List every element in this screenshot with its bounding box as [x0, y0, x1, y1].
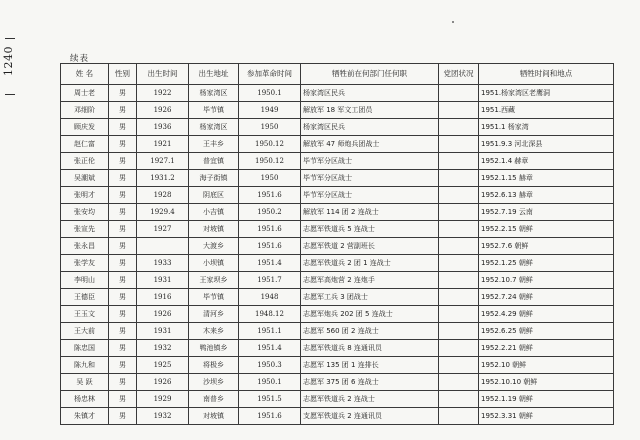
cell-gender: 男: [109, 391, 137, 408]
cell-death-info: 1952.1.19 朝鲜: [479, 391, 614, 408]
cell-party-status: [439, 391, 479, 408]
cell-birthplace: 对坡镇: [189, 221, 239, 238]
cell-gender: 男: [109, 374, 137, 391]
scan-speck: [452, 21, 454, 23]
header-birth-date: 出生时间: [137, 64, 189, 85]
cell-birthplace: 阴底区: [189, 187, 239, 204]
cell-gender: 男: [109, 221, 137, 238]
cell-unit-post: 志愿军铁道 2 营副班长: [301, 238, 439, 255]
cell-name: 王大前: [61, 323, 109, 340]
cell-party-status: [439, 289, 479, 306]
section-label: 续表: [70, 54, 90, 64]
cell-gender: 男: [109, 357, 137, 374]
cell-birthplace: 对坡镇: [189, 408, 239, 425]
cell-party-status: [439, 187, 479, 204]
cell-party-status: [439, 85, 479, 102]
cell-birth-date: 1931.2: [137, 170, 189, 187]
cell-party-status: [439, 408, 479, 425]
table-row: [61, 119, 614, 136]
table-row: [61, 391, 614, 408]
cell-birthplace: 小坝镇: [189, 255, 239, 272]
cell-name: 杨忠林: [61, 391, 109, 408]
cell-death-info: 1952.7.19 云南: [479, 204, 614, 221]
cell-unit-post: 毕节军分区战士: [301, 153, 439, 170]
cell-party-status: [439, 357, 479, 374]
table-row: [61, 255, 614, 272]
cell-unit-post: 志愿军 135 团 1 连排长: [301, 357, 439, 374]
table-row: [61, 289, 614, 306]
cell-death-info: 1951.1 杨家湾: [479, 119, 614, 136]
cell-name: 顾庆发: [61, 119, 109, 136]
cell-joined-date: 1948: [239, 289, 301, 306]
cell-name: 王德臣: [61, 289, 109, 306]
header-birthplace: 出生地址: [189, 64, 239, 85]
cell-name: 张学友: [61, 255, 109, 272]
cell-joined-date: 1948.12: [239, 306, 301, 323]
cell-birth-date: 1932: [137, 340, 189, 357]
cell-birth-date: 1931: [137, 272, 189, 289]
header-row: [61, 64, 614, 85]
cell-gender: 男: [109, 323, 137, 340]
cell-joined-date: 1951.6: [239, 187, 301, 204]
cell-birthplace: 普宜镇: [189, 153, 239, 170]
cell-gender: 男: [109, 170, 137, 187]
cell-death-info: 1951.杨家湾区老鹰洞: [479, 85, 614, 102]
cell-death-info: 1952.3.31 朝鲜: [479, 408, 614, 425]
cell-death-info: 1951.9.3 河北深县: [479, 136, 614, 153]
cell-joined-date: 1949: [239, 102, 301, 119]
cell-death-info: 1952.1.4 赫章: [479, 153, 614, 170]
table-row: [61, 238, 614, 255]
table-row: [61, 340, 614, 357]
cell-unit-post: 志愿军铁道兵 5 连战士: [301, 221, 439, 238]
cell-party-status: [439, 221, 479, 238]
cell-unit-post: 解放军 114 团 2 连战士: [301, 204, 439, 221]
margin-rule-top: [5, 38, 15, 39]
cell-birth-date: 1926: [137, 306, 189, 323]
cell-gender: 男: [109, 340, 137, 357]
cell-death-info: 1952.1.15 赫章: [479, 170, 614, 187]
cell-unit-post: 志愿军铁道兵 8 连通讯员: [301, 340, 439, 357]
cell-gender: 男: [109, 238, 137, 255]
cell-party-status: [439, 272, 479, 289]
cell-party-status: [439, 136, 479, 153]
cell-joined-date: 1950.12: [239, 136, 301, 153]
cell-joined-date: 1950.2: [239, 204, 301, 221]
cell-birth-date: 1933: [137, 255, 189, 272]
cell-name: 张明才: [61, 187, 109, 204]
table-row: [61, 408, 614, 425]
cell-gender: 男: [109, 102, 137, 119]
table-row: [61, 102, 614, 119]
page-number: 1240: [2, 46, 15, 76]
cell-joined-date: 1951.7: [239, 272, 301, 289]
cell-party-status: [439, 323, 479, 340]
table-row: [61, 85, 614, 102]
cell-joined-date: 1950.12: [239, 153, 301, 170]
cell-unit-post: 志愿军铁道兵 2 连战士: [301, 391, 439, 408]
margin-rule-bottom: [5, 94, 15, 95]
cell-gender: 男: [109, 408, 137, 425]
cell-gender: 男: [109, 255, 137, 272]
table-row: [61, 323, 614, 340]
cell-unit-post: 支愿军铁道兵 2 连通讯员: [301, 408, 439, 425]
header-name: 姓 名: [61, 64, 109, 85]
cell-joined-date: 1950.3: [239, 357, 301, 374]
cell-name: 朱镇才: [61, 408, 109, 425]
cell-party-status: [439, 306, 479, 323]
cell-party-status: [439, 170, 479, 187]
cell-name: 陈九和: [61, 357, 109, 374]
cell-gender: 男: [109, 119, 137, 136]
cell-birth-date: 1916: [137, 289, 189, 306]
header-joined-date: 参加革命时间: [239, 64, 301, 85]
cell-birthplace: 清河乡: [189, 306, 239, 323]
cell-unit-post: 志愿军工兵 3 团战士: [301, 289, 439, 306]
cell-unit-post: 解放军 47 师炮兵团战士: [301, 136, 439, 153]
cell-birth-date: 1922: [137, 85, 189, 102]
cell-death-info: 1952.2.21 朝鲜: [479, 340, 614, 357]
cell-birthplace: 杨家湾区: [189, 119, 239, 136]
cell-joined-date: 1951.1: [239, 323, 301, 340]
cell-unit-post: 志愿军铁道兵 2 团 1 连战士: [301, 255, 439, 272]
cell-death-info: 1952.10.7 朝鲜: [479, 272, 614, 289]
table-row: [61, 136, 614, 153]
cell-unit-post: 解放军 18 军文工团员: [301, 102, 439, 119]
cell-gender: 男: [109, 272, 137, 289]
cell-birthplace: 王家坝乡: [189, 272, 239, 289]
cell-joined-date: 1951.4: [239, 340, 301, 357]
cell-birthplace: 海子街镇: [189, 170, 239, 187]
cell-gender: 男: [109, 187, 137, 204]
cell-name: 吴 跃: [61, 374, 109, 391]
cell-party-status: [439, 340, 479, 357]
cell-unit-post: 杨家湾区民兵: [301, 119, 439, 136]
cell-joined-date: 1950: [239, 119, 301, 136]
cell-birthplace: 南普乡: [189, 391, 239, 408]
header-unit-post: 牺牲前在何部门任何职: [301, 64, 439, 85]
cell-birth-date: 1921: [137, 136, 189, 153]
cell-birth-date: 1926: [137, 102, 189, 119]
cell-death-info: 1952.7.24 朝鲜: [479, 289, 614, 306]
cell-joined-date: 1950: [239, 170, 301, 187]
cell-death-info: 1952.1.25 朝鲜: [479, 255, 614, 272]
cell-party-status: [439, 238, 479, 255]
cell-birthplace: 小吉镇: [189, 204, 239, 221]
cell-birthplace: 鸭池镇乡: [189, 340, 239, 357]
cell-unit-post: 毕节军分区战士: [301, 170, 439, 187]
cell-joined-date: 1951.6: [239, 408, 301, 425]
cell-gender: 男: [109, 289, 137, 306]
cell-joined-date: 1950.1: [239, 374, 301, 391]
cell-birthplace: 木来乡: [189, 323, 239, 340]
cell-birth-date: 1926: [137, 374, 189, 391]
cell-birth-date: 1927.1: [137, 153, 189, 170]
table-row: [61, 374, 614, 391]
table-row: [61, 357, 614, 374]
cell-death-info: 1952.4.29 朝鲜: [479, 306, 614, 323]
cell-birth-date: 1936: [137, 119, 189, 136]
records-table: [60, 63, 614, 425]
cell-death-info: 1952.10.10 朝鲜: [479, 374, 614, 391]
cell-unit-post: 毕节军分区战士: [301, 187, 439, 204]
cell-name: 张安均: [61, 204, 109, 221]
cell-death-info: 1952.10 朝鲜: [479, 357, 614, 374]
table-row: [61, 204, 614, 221]
cell-birthplace: 王丰乡: [189, 136, 239, 153]
cell-birth-date: 1928: [137, 187, 189, 204]
cell-name: 陈忠国: [61, 340, 109, 357]
cell-birth-date: 1932: [137, 408, 189, 425]
cell-birth-date: 1931: [137, 323, 189, 340]
cell-gender: 男: [109, 204, 137, 221]
cell-name: 张永昌: [61, 238, 109, 255]
cell-name: 赵仁富: [61, 136, 109, 153]
cell-name: 邓细阶: [61, 102, 109, 119]
header-death-info: 牺牲时间和地点: [479, 64, 614, 85]
cell-birthplace: 大渡乡: [189, 238, 239, 255]
table-row: [61, 272, 614, 289]
cell-birthplace: 杨家湾区: [189, 85, 239, 102]
cell-name: 李明山: [61, 272, 109, 289]
cell-name: 王玉文: [61, 306, 109, 323]
cell-joined-date: 1951.6: [239, 238, 301, 255]
cell-unit-post: 志愿军 560 团 2 连战士: [301, 323, 439, 340]
cell-party-status: [439, 153, 479, 170]
cell-gender: 男: [109, 153, 137, 170]
cell-gender: 男: [109, 85, 137, 102]
table-row: [61, 187, 614, 204]
cell-unit-post: 志愿军 375 团 6 连战士: [301, 374, 439, 391]
cell-birth-date: 1927: [137, 221, 189, 238]
cell-joined-date: 1951.6: [239, 221, 301, 238]
table-row: [61, 306, 614, 323]
cell-birthplace: 将极乡: [189, 357, 239, 374]
cell-birthplace: 毕节镇: [189, 102, 239, 119]
cell-unit-post: 志愿军炮兵 202 团 5 连战士: [301, 306, 439, 323]
cell-birth-date: 1929: [137, 391, 189, 408]
cell-birthplace: 毕节镇: [189, 289, 239, 306]
cell-name: 周士老: [61, 85, 109, 102]
cell-unit-post: 杨家湾区民兵: [301, 85, 439, 102]
table-row: [61, 153, 614, 170]
header-party-status: 党团状况: [439, 64, 479, 85]
cell-party-status: [439, 255, 479, 272]
cell-joined-date: 1950.1: [239, 85, 301, 102]
cell-name: 张正伦: [61, 153, 109, 170]
cell-party-status: [439, 374, 479, 391]
cell-unit-post: 志愿军高炮营 2 连炮手: [301, 272, 439, 289]
cell-party-status: [439, 119, 479, 136]
cell-death-info: 1952.6.25 朝鲜: [479, 323, 614, 340]
cell-gender: 男: [109, 306, 137, 323]
cell-name: 张宣先: [61, 221, 109, 238]
table-row: [61, 170, 614, 187]
cell-death-info: 1951.西藏: [479, 102, 614, 119]
cell-gender: 男: [109, 136, 137, 153]
cell-party-status: [439, 102, 479, 119]
cell-name: 吴潮斌: [61, 170, 109, 187]
cell-birthplace: 沙坝乡: [189, 374, 239, 391]
cell-joined-date: 1951.5: [239, 391, 301, 408]
cell-death-info: 1952.7.6 朝鲜: [479, 238, 614, 255]
cell-birth-date: [137, 238, 189, 255]
table-row: [61, 221, 614, 238]
cell-birth-date: 1925: [137, 357, 189, 374]
cell-party-status: [439, 204, 479, 221]
cell-death-info: 1952.6.13 赫章: [479, 187, 614, 204]
cell-joined-date: 1951.4: [239, 255, 301, 272]
header-gender: 性别: [109, 64, 137, 85]
cell-birth-date: 1929.4: [137, 204, 189, 221]
cell-death-info: 1952.2.15 朝鲜: [479, 221, 614, 238]
